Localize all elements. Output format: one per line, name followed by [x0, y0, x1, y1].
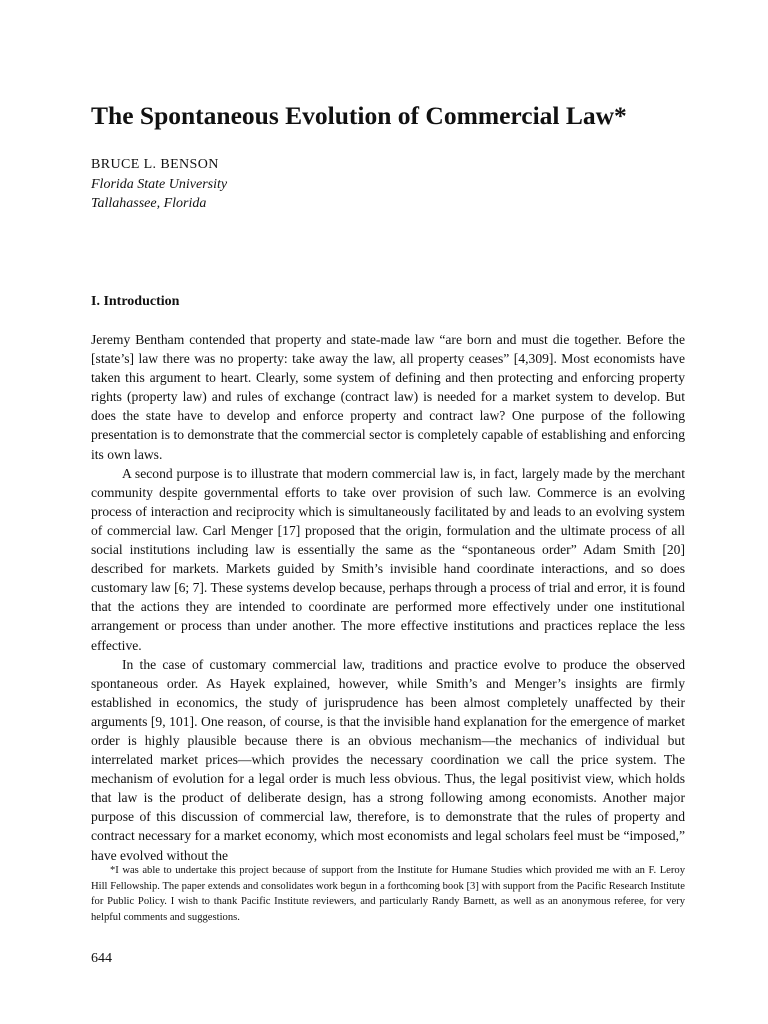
footnote: *I was able to undertake this project because of support from the Institute for Humane Studies which provided me with an F. Leroy Hill Fellowship. The paper extends and consolidates work begun in a forthcoming book [3] with support from the Pacific Research Institute for Public Policy. I wish to thank Pacific Institute reviewers, and particularly Randy Barnett, as well as an anonymous referee, for very helpful comments and suggestions. [91, 865, 685, 923]
author-name: BRUCE L. BENSON [91, 157, 219, 172]
author-block [91, 155, 227, 214]
page-number: 644 [91, 951, 112, 966]
body-paragraph: In the case of customary commercial law, traditions and practice evolve to produce the observed spontaneous order. As Hayek explained, however, while Smith’s and Menger’s insights are firmly established in economics, the study of jurisprudence has been almost completely unaffected by their arguments [9, 101]. One reason, of course, is that the invisible hand explanation for the emergence of market order is highly plausible because there is an obvious mechanism—the mechanics of individual but interrelated market prices—which provides the necessary coordination we call the price system. The mechanism of evolution for a legal order is much less obvious. Thus, the legal positivist view, which holds that law is the product of deliberate design, has a strong following among economists. Another major purpose of this discussion of commercial law, therefore, is to demonstrate that the rules of property and contract necessary for a market economy, which most economists and legal scholars feel must be “imposed,” have evolved without the [91, 656, 685, 863]
body-paragraph: A second purpose is to illustrate that modern commercial law is, in fact, largely made by the merchant community despite governmental efforts to take over provision of such law. Commerce is an evolving process of interaction and reciprocity which is simultaneously facilitated by and leads to an evolving system of commercial law. Carl Menger [17] proposed that the origin, formulation and the ultimate process of all social institutions including law is essentially the same as the “spontaneous order” Adam Smith [20] described for markets. Markets guided by Smith’s invisible hand coordinate interactions, and so does customary law [6; 7]. These systems develop because, perhaps through a process of trial and error, it is found that the actions they are intended to coordinate are performed more effectively under one institutional arrangement or process than under another. The more effective institutions and practices replace the less effective. [91, 465, 685, 653]
paper-title: The Spontaneous Evolution of Commercial Law* [91, 101, 627, 130]
body-text [91, 330, 685, 865]
author-affiliation: Florida State University [91, 176, 228, 192]
body-paragraph: Jeremy Bentham contended that property and state-made law “are born and must die together. Before the [state’s] law there was no property: take away the law, all property ceases” [4,309]. Most economists have taken this argument to heart. Clearly, some system of defining and then protecting and enforcing property rights (property law) and rules of exchange (contract law) is needed for a market system to develop. But does the state have to develop and enforce property and contract law? One purpose of the following presentation is to demonstrate that the commercial sector is completely capable of establishing and enforcing its own laws. [91, 332, 685, 462]
section-heading: I. Introduction [91, 294, 180, 309]
author-location: Tallahassee, Florida [91, 196, 207, 211]
